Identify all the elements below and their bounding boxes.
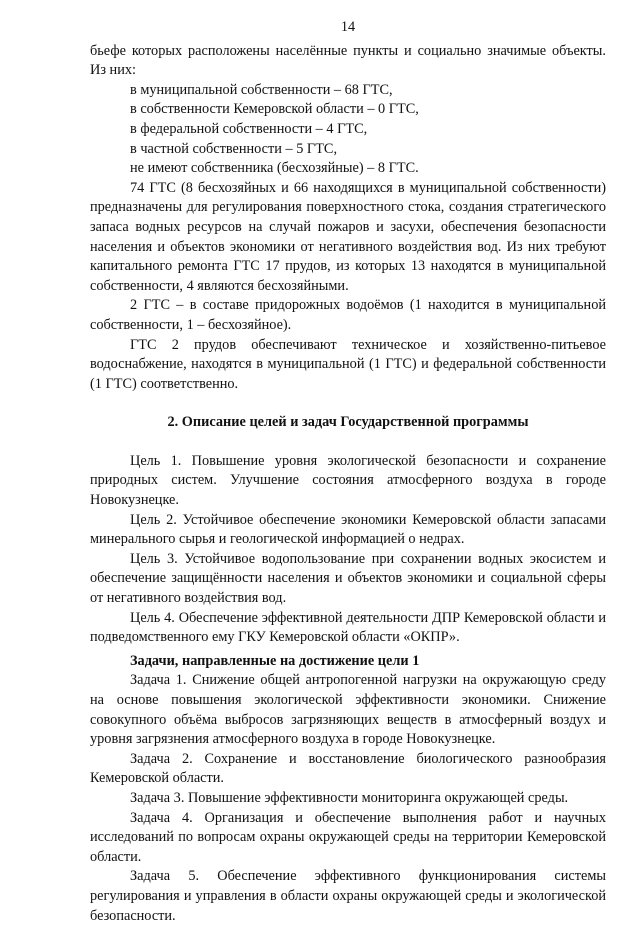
list-item: в частной собственности – 5 ГТС, [130, 140, 338, 157]
task-paragraph: Задача 4. Организация и обеспечение выполнения работ и научных исследований по вопросам охраны окружающей среды на территории Кемеровской области. [90, 809, 606, 865]
section-heading: 2. Описание целей и задач Государственной программы [167, 414, 529, 431]
ownership-list [90, 81, 606, 179]
list-item: в собственности Кемеровской области – 0 ГТС, [130, 101, 419, 118]
task-paragraph: Задача 3. Повышение эффективности мониторинга окружающей среды. [130, 789, 569, 806]
task-paragraph: Задача 2. Сохранение и восстановление биологического разнообразия Кемеровской области. [90, 750, 606, 787]
goal-paragraph: Цель 4. Обеспечение эффективной деятельности ДПР Кемеровской области и подведомственного ему ГКУ Кемеровской области «ОКПР». [90, 609, 606, 646]
goal-paragraph: Цель 1. Повышение уровня экологической безопасности и сохранение природных систем. Улучшение состояния атмосферного воздуха в городе Новокузнецке. [90, 452, 606, 509]
paragraph-continuation: бьефе которых расположены населённые пункты и социально значимые объекты. Из них: [90, 42, 606, 79]
paragraph: 74 ГТС (8 бесхозяйных и 66 находящихся в муниципальной собственности) предназначены для регулирования поверхностного стока, создания стратегического запаса водных ресурсов на случай пожаров и засухи, обеспечения безопасности населения и объектов экономики от негативного воздействия вод. Из них требуют капитального ремонта ГТС 17 прудов, из которых 13 находятся в муниципальной собственности, 4 являются бесхозяйными. [90, 179, 606, 294]
task-paragraph: Задача 1. Снижение общей антропогенной нагрузки на окружающую среду на основе повышения экологической эффективности экономики. Снижение совокупного объёма выбросов загрязняющих веществ в атмосферный воздух и уровня загрязнения атмосферного воздуха в городе Новокузнецке. [90, 672, 606, 748]
list-item: в муниципальной собственности – 68 ГТС, [130, 81, 393, 98]
list-item: в федеральной собственности – 4 ГТС, [130, 120, 368, 137]
paragraph: ГТС 2 прудов обеспечивают техническое и хозяйственно-питьевое водоснабжение, находятся в муниципальной (1 ГТС) и федеральной собственности (1 ГТС) соответственно. [90, 336, 606, 392]
page-number: 14 [340, 19, 356, 35]
list-item: не имеют собственника (бесхозяйные) – 8 ГТС. [130, 160, 419, 177]
paragraph: 2 ГТС – в составе придорожных водоёмов (1 находится в муниципальной собственности, 1 – бесхозяйное). [90, 297, 606, 333]
tasks-subheading: Задачи, направленные на достижение цели 1 [130, 652, 420, 669]
goal-paragraph: Цель 3. Устойчивое водопользование при сохранении водных экосистем и обеспечение защищённости населения и объектов экономики и социальной сферы от негативного воздействия вод. [90, 550, 606, 607]
task-paragraph: Задача 5. Обеспечение эффективного функционирования системы регулирования и управления в области охраны окружающей среды и экологической безопасности. [90, 868, 606, 924]
goal-paragraph: Цель 2. Устойчивое обеспечение экономики Кемеровской области запасами минерального сырья и геологической информацией о недрах. [90, 511, 606, 548]
